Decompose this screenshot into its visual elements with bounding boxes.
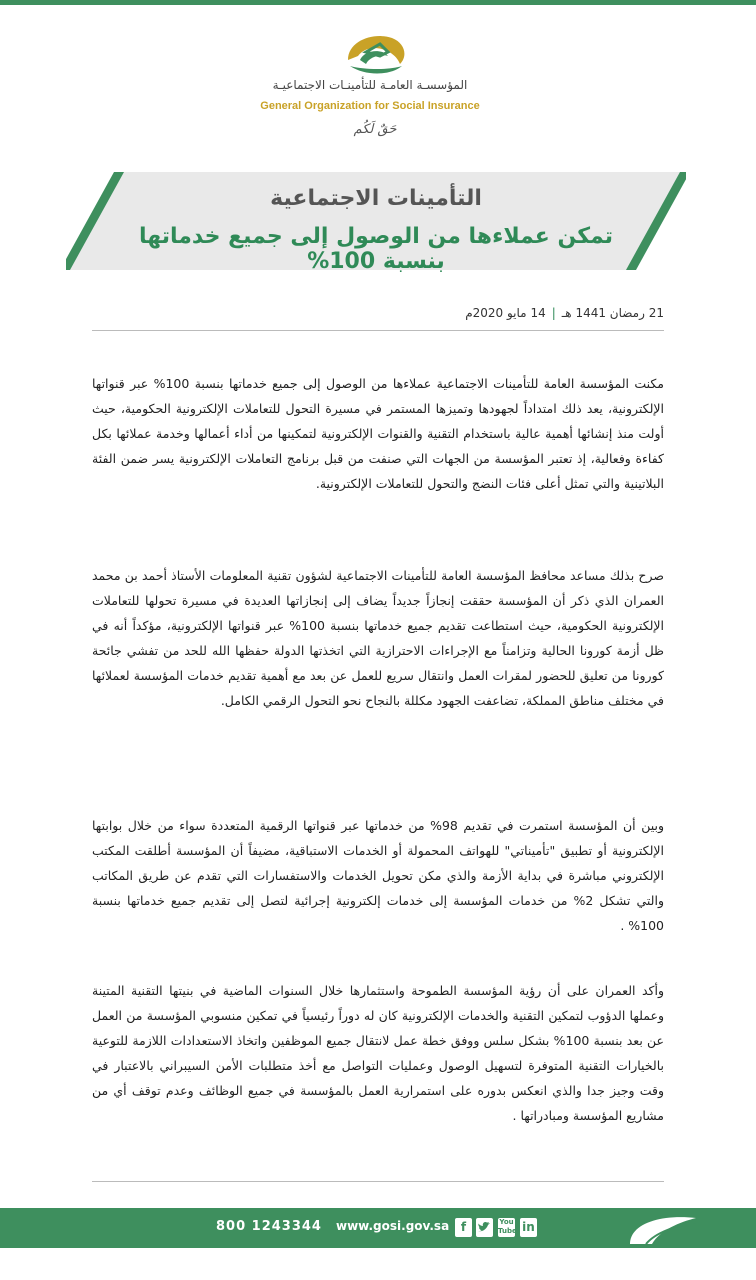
gosi-logo-icon [330, 30, 420, 80]
banner-title: التأمينات الاجتماعية [270, 186, 482, 211]
date-hijri: 21 رمضان 1441 هـ [561, 306, 664, 320]
footer-phone[interactable]: 800 1243344 [216, 1219, 322, 1234]
paragraph-3: وبين أن المؤسسة استمرت في تقديم 98% من خدماتها عبر قنواتها الرقمية المتعددة سواء من خلال بوابتها الإلكترونية أو تطبيق "تأميناتي" للهواتف المحمولة أو الخدمات الاستباقية، مضيفاً أن المؤسسة أطلقت المكتب الإلكتروني مباشرة في بداية الأزمة والذي مكن تحويل الخدمات والاستفسارات التي تقدم عن طريق المكاتب والتي تشكل 2% من خدمات المؤسسة إلى خدمات إلكترونية إجرائية لتصل إلى تقديم جميع خدماتها بنسبة 100% . [92, 817, 664, 933]
paragraph-2: صرح بذلك مساعد محافظ المؤسسة العامة للتأمينات الاجتماعية لشؤون تقنية المعلومات الأستاذ أحمد بن محمد العمران الذي ذكر أن المؤسسة حققت إنجازاً جديداً يضاف إلى إنجازاتها العديدة في مسيرة تحولها للتعاملات الإلكترونية الحكومية، حيث استطاعت تقديم جميع خدماتها بنسبة 100% عبر قنواتها الإلكترونية، مؤكداً أنه في ظل أزمة كورونا الحالية وتزامناً مع الإجراءات الاحترازية التي اتخذتها الدولة حفظها الله للحد من تفشي جائحة كورونا من تعليق للحضور لمقرات العمل وانتقال سريع للعمل عن بعد مع أهمية تقديم خدمات المؤسسة لعملائها في مختلف مناطق المملكة، تضاعفت الجهود مكللة بالنجاح نحو التحول الرقمي الكامل. [92, 567, 665, 708]
tagline: حَقٌ لَكُم [353, 122, 397, 137]
date-gregorian: 14 مايو 2020م [465, 306, 546, 320]
footer-website-link[interactable]: www.gosi.gov.sa [336, 1219, 450, 1233]
paragraph-4: وأكد العمران على أن رؤية المؤسسة الطموحة واستثمارها خلال السنوات الماضية في بنيتها التقنية المتينة وعملها الدؤوب لتمكين التقنية والخدمات الإلكترونية كان له دوراً رئيسياً في تمكين منسوبي المؤسسة من العمل عن بعد بنسبة 100% بشكل سلس ووفق خطة عمل لانتقال جميع الموظفين واتخاذ الاستعدادات اللازمة للتوعية بالخيارات التقنية المتوفرة لتسهيل الوصول وعمليات التواصل مع أخذ متطلبات الأمن السيبراني بالاعتبار في وقت وجيز جدا والذي انعكس بدوره على استمرارية العمل بالمؤسسة في جميع الوظائف وعدم توقف أي من مشاريع المؤسسة ومبادراتها . [92, 982, 665, 1123]
twitter-icon[interactable] [476, 1218, 493, 1237]
org-name-arabic: المؤسسـة العامـة للتأمينـات الاجتماعيـة [272, 78, 468, 92]
top-accent-bar [0, 0, 756, 5]
footer-bar [0, 1208, 756, 1248]
divider-top [92, 330, 664, 331]
banner-subtitle: تمكن عملاءها من الوصول إلى جميع خدماتها بنسبة 100% [138, 224, 614, 274]
divider-bottom [92, 1181, 664, 1182]
date-separator: | [551, 306, 556, 320]
org-name-english: General Organization for Social Insurance [260, 100, 480, 112]
linkedin-icon[interactable]: in [520, 1218, 537, 1237]
facebook-icon[interactable]: f [455, 1218, 472, 1237]
leaf-decoration-icon [600, 1208, 756, 1248]
youtube-icon[interactable]: You Tube [498, 1218, 517, 1235]
paragraph-1: مكنت المؤسسة العامة للتأمينات الاجتماعية عملاءها من الوصول إلى جميع خدماتها بنسبة 100% عبر قنواتها الإلكترونية، يعد ذلك امتداداً لجهودها وتميزها المستمر في مسيرة التحول للتعاملات الإلكترونية الحكومية، حيث أولت منذ إنشائها أهمية عالية باستخدام التقنية والقنوات الإلكترونية لتمكينها من أداء أعمالها وخدمة عملائها بكل كفاءة وفعالية، إذ تعتبر المؤسسة من الجهات التي صنفت من قبل برنامج التعاملات الإلكترونية يسر ضمن الفئة البلاتينية والتي تمثل أعلى فئات النضج والتحول للتعاملات الإلكترونية. [92, 375, 664, 491]
date-line [465, 306, 664, 320]
title-banner [66, 172, 686, 274]
